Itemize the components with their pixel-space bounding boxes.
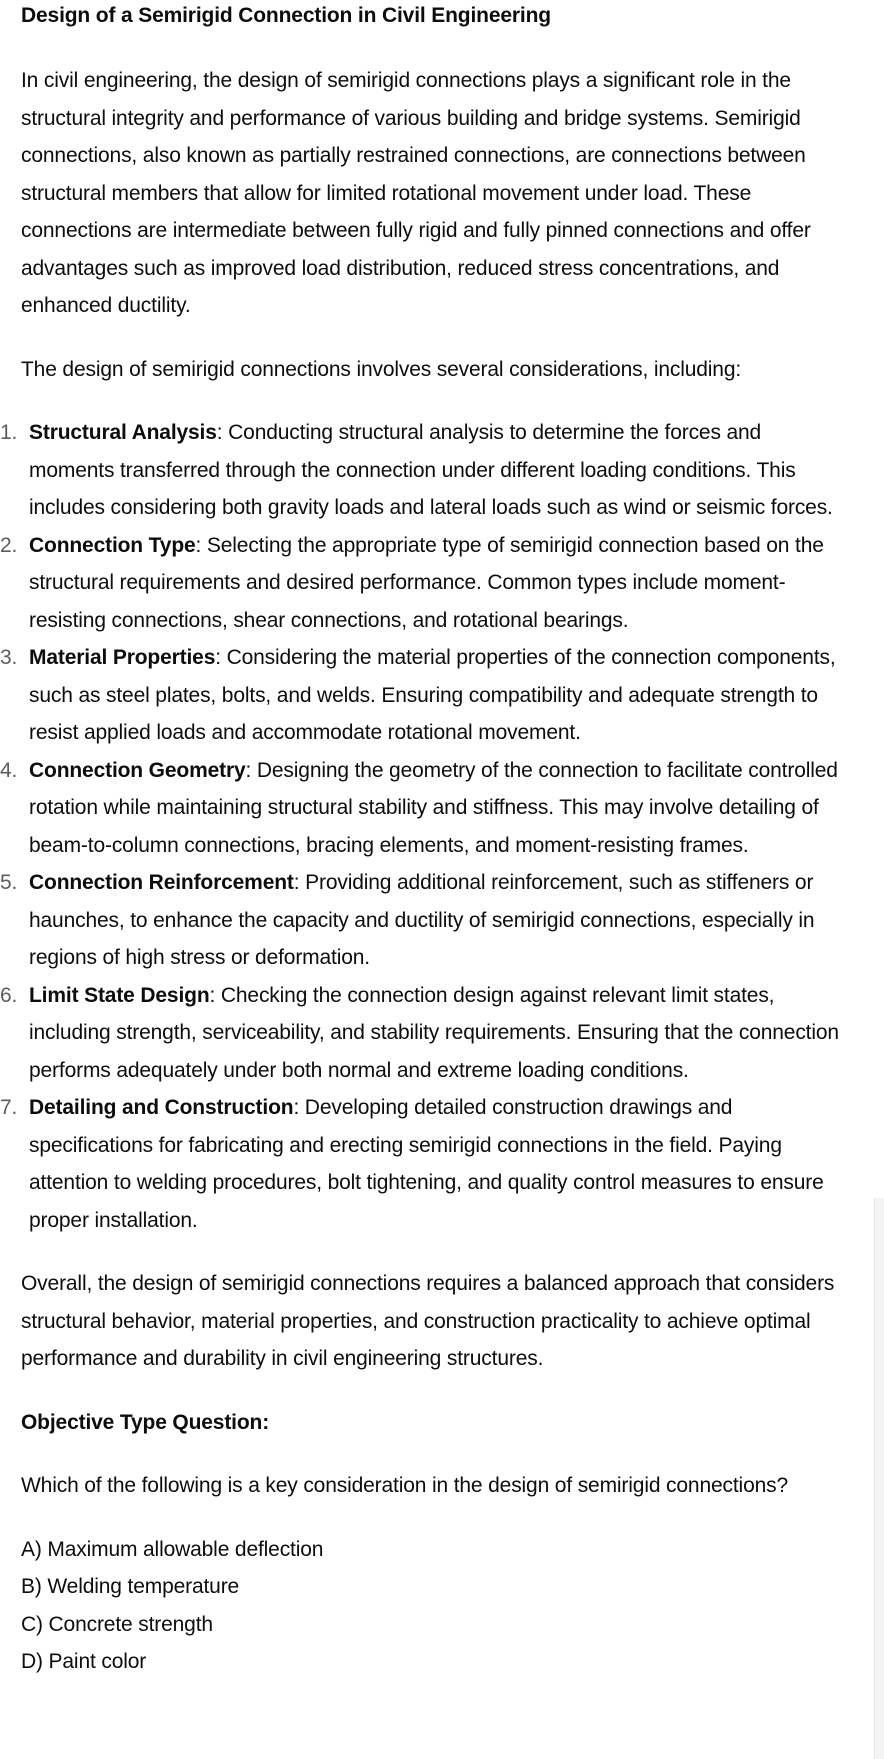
list-item-text: : Selecting the appropriate type of semirigid connection based on the structural requirements and desired performance. Common types include moment-resisting connections, shear connections, and rotational bearings.	[29, 533, 824, 632]
list-item-text: : Developing detailed construction drawings and specifications for fabricating and erecting semirigid connections in the field. Paying attention to welding procedures, bolt tightening, and quality control measures to ensure proper installation.	[29, 1096, 824, 1232]
list-item-text: : Providing additional reinforcement, such as stiffeners or haunches, to enhance the capacity and ductility of semirigid connections, especially in regions of high stress or deformation.	[29, 871, 815, 969]
answer-option: A) Maximum allowable deflection	[21, 1537, 324, 1561]
list-item-text: : Designing the geometry of the connection to facilitate controlled rotation while maintaining structural stability and stiffness. This may involve detailing of beam-to-column connections, bracing elements, and moment-resisting frames.	[29, 758, 838, 857]
list-item-term: Limit State Design	[29, 983, 210, 1007]
list-item-term: Connection Reinforcement	[29, 871, 294, 894]
answer-option: B) Welding temperature	[21, 1575, 240, 1598]
answer-options	[21, 1531, 841, 1681]
considerations-lead: The design of semirigid connections involves several considerations, including:	[21, 357, 742, 381]
list-item	[0, 639, 841, 752]
answer-option: D) Paint color	[21, 1650, 147, 1673]
list-item-text: : Conducting structural analysis to determine the forces and moments transferred through the connection under different loading conditions. This includes considering both gravity loads and lateral loads such as wind or seismic forces.	[29, 421, 833, 519]
intro-paragraph: In civil engineering, the design of semirigid connections plays a significant role in the structural integrity and performance of various building and bridge systems. Semirigid connections, also known as partially restrained connections, are connections between structural members that allow for limited rotational movement under load. These connections are intermediate between fully rigid and fully pinned connections and offer advantages such as improved load distribution, reduced stress concentrations, and enhanced ductility.	[21, 69, 811, 317]
list-number: 4.	[0, 758, 18, 782]
list-item-text: : Checking the connection design against relevant limit states, including strength, serviceability, and stability requirements. Ensuring that the connection performs adequately under both normal and extreme loading conditions.	[29, 983, 839, 1082]
summary-paragraph: Overall, the design of semirigid connections requires a balanced approach that considers structural behavior, material properties, and construction practicality to achieve optimal performance and durability in civil engineering structures.	[21, 1272, 835, 1370]
scrollbar[interactable]	[874, 1198, 884, 1759]
list-item-term: Connection Geometry	[29, 758, 246, 782]
list-item-term: Connection Type	[29, 533, 196, 557]
list-number: 2.	[0, 533, 18, 557]
list-number: 5.	[0, 871, 18, 894]
question-text: Which of the following is a key consideration in the design of semirigid connections?	[21, 1474, 789, 1497]
list-item	[0, 1089, 841, 1239]
list-item-term: Material Properties	[29, 646, 216, 669]
list-item-text: : Considering the material properties of the connection components, such as steel plates, bolts, and welds. Ensuring compatibility and adequate strength to resist applied loads and accommodate rotational movement.	[29, 646, 836, 744]
considerations-list	[0, 414, 841, 1239]
document-title: Design of a Semirigid Connection in Civil Engineering	[21, 4, 551, 27]
list-item-term: Structural Analysis	[29, 421, 217, 444]
list-item	[0, 977, 841, 1090]
list-item	[0, 752, 841, 865]
answer-option: C) Concrete strength	[21, 1612, 213, 1636]
list-item	[0, 527, 841, 640]
list-number: 7.	[0, 1096, 18, 1119]
list-item	[0, 864, 841, 977]
list-item	[0, 414, 841, 527]
question-heading: Objective Type Question:	[21, 1410, 270, 1434]
list-number: 6.	[0, 983, 18, 1007]
list-number: 3.	[0, 646, 18, 669]
list-number: 1.	[0, 421, 18, 444]
list-item-term: Detailing and Construction	[29, 1096, 294, 1119]
